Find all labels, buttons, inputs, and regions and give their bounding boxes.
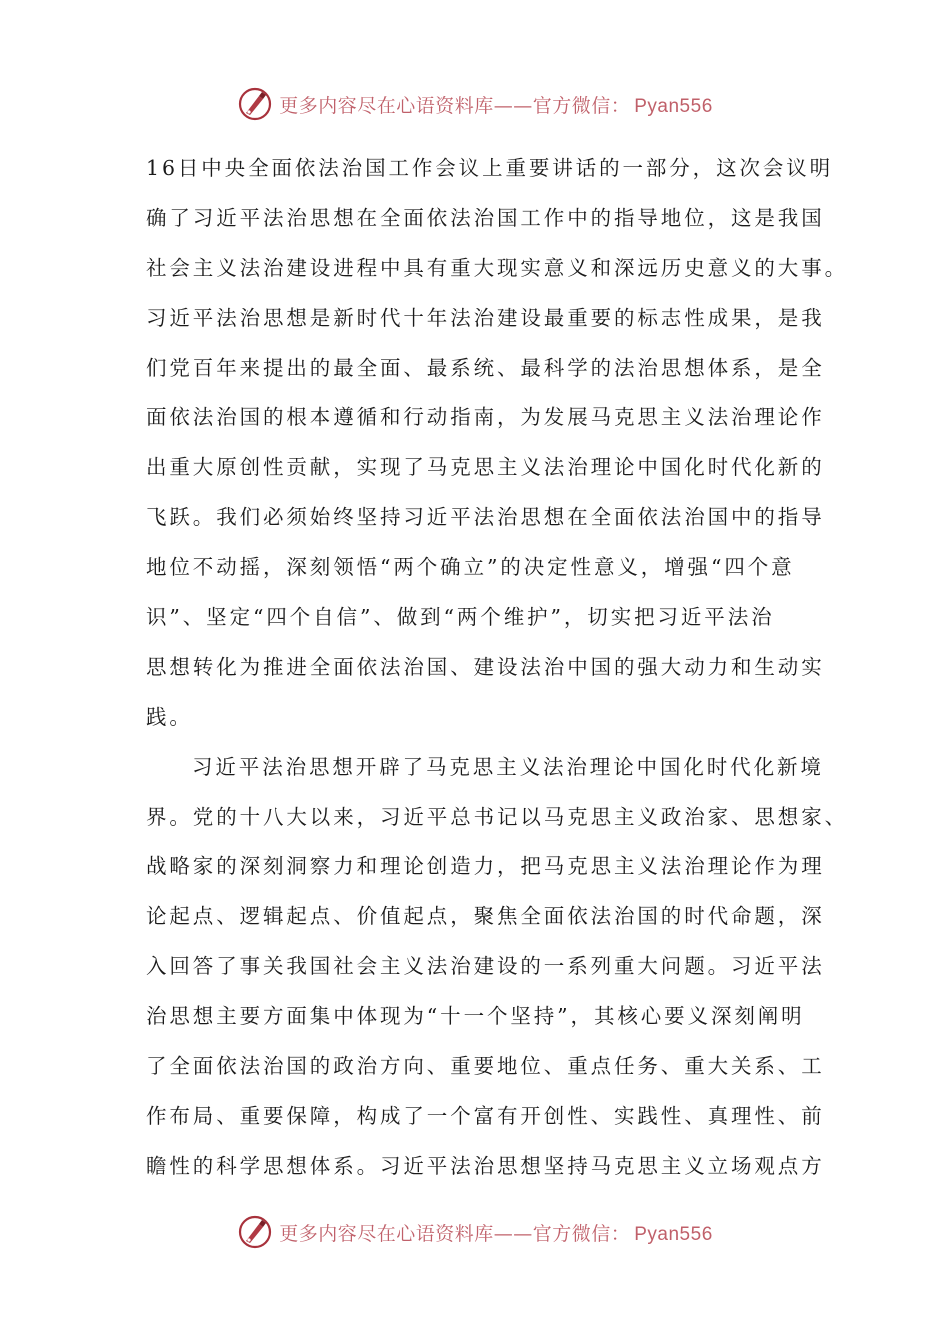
paragraph-2 [146, 743, 848, 1192]
header-watermark [0, 82, 950, 126]
text-line: 面依法治国的根本遵循和行动指南，为发展马克思主义法治理论作 [146, 405, 825, 430]
text-line: 入回答了事关我国社会主义法治建设的一系列重大问题。习近平法 [146, 954, 825, 979]
text-line: 出重大原创性贡献，实现了马克思主义法治理论中国化时代化新的 [146, 455, 825, 480]
pen-nib-seal-icon [237, 1214, 273, 1250]
watermark-handle: Pyan556 [634, 95, 713, 117]
text-line-indented: 习近平法治思想开辟了马克思主义法治理论中国化时代化新境 [192, 754, 824, 779]
watermark-main: 更多内容尽在心语资料库 [279, 1222, 494, 1245]
text-line: 了全面依法治国的政治方向、重要地位、重点任务、重大关系、工 [146, 1054, 825, 1079]
text-line: 社会主义法治建设进程中具有重大现实意义和深远历史意义的大事。 [146, 255, 848, 280]
text-line: 瞻性的科学思想体系。习近平法治思想坚持马克思主义立场观点方 [146, 1153, 825, 1178]
text-line: 治思想主要方面集中体现为“十一个坚持”，其核心要义深刻阐明 [146, 1004, 805, 1029]
text-line: 飞跃。我们必须始终坚持习近平法治思想在全面依法治国中的指导 [146, 505, 825, 530]
text-line: 习近平法治思想是新时代十年法治建设最重要的标志性成果，是我 [146, 305, 825, 330]
watermark-separator: —— [493, 94, 533, 117]
text-line: 们党百年来提出的最全面、最系统、最科学的法治思想体系，是全 [146, 355, 825, 380]
text-line: 16日中央全面依法治国工作会议上重要讲话的一部分，这次会议明 [146, 156, 834, 180]
text-line: 作布局、重要保障，构成了一个富有开创性、实践性、真理性、前 [146, 1103, 825, 1128]
paragraph-1 [146, 144, 848, 743]
watermark-text [279, 91, 713, 118]
watermark-handle: Pyan556 [634, 1223, 713, 1245]
text-line: 识”、坚定“四个自信”、做到“两个维护”，切实把习近平法治 [146, 605, 775, 630]
text-line: 确了习近平法治思想在全面依法治国工作中的指导地位，这是我国 [146, 205, 825, 230]
text-line: 地位不动摇，深刻领悟“两个确立”的决定性意义，增强“四个意 [146, 555, 795, 580]
watermark-separator: —— [493, 1222, 533, 1245]
text-line: 论起点、逻辑起点、价值起点，聚焦全面依法治国的时代命题，深 [146, 904, 825, 929]
pen-nib-seal-icon [237, 86, 273, 122]
watermark-main: 更多内容尽在心语资料库 [279, 94, 494, 117]
text-line: 践。 [146, 704, 193, 729]
text-line: 战略家的深刻洞察力和理论创造力，把马克思主义法治理论作为理 [146, 854, 825, 879]
text-line: 思想转化为推进全面依法治国、建设法治中国的强大动力和生动实 [146, 654, 825, 679]
watermark-text [279, 1219, 713, 1246]
footer-watermark [0, 1210, 950, 1254]
document-body [146, 144, 848, 1192]
watermark-label: 官方微信： [532, 1222, 631, 1245]
text-line: 界。党的十八大以来，习近平总书记以马克思主义政治家、思想家、 [146, 804, 848, 829]
watermark-label: 官方微信： [532, 94, 631, 117]
